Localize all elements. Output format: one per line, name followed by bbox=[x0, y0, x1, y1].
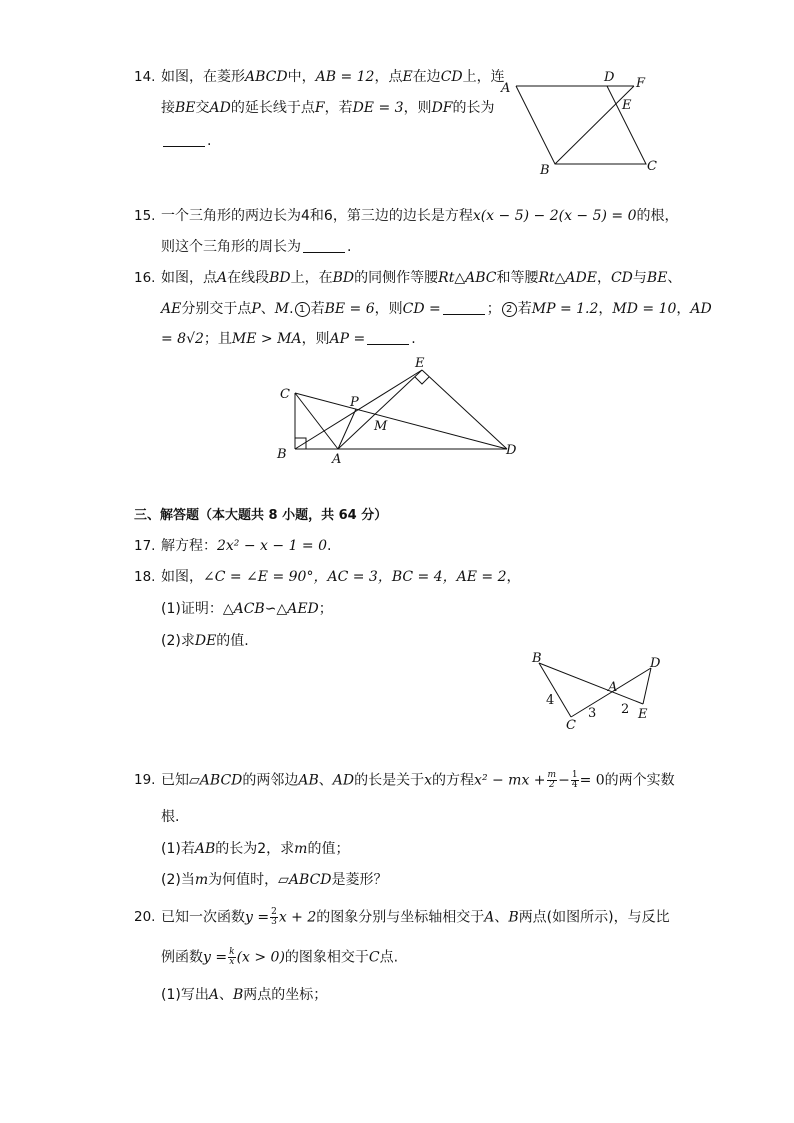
label-D: D bbox=[650, 656, 661, 671]
q18-line1: 如图，∠C = ∠E = 90°，AC = 3，BC = 4，AE = 2， bbox=[161, 569, 521, 585]
label-F: F bbox=[636, 76, 646, 91]
segment-BE bbox=[539, 663, 643, 704]
q15-number: 15. bbox=[134, 208, 156, 224]
q16-line2: AE分别交于点P、M. 1 若BE = 6，则CD = ； 2 若MP = 1.2，MD = 10，AD bbox=[161, 301, 712, 317]
label-E: E bbox=[415, 356, 425, 371]
q19-number: 19. bbox=[134, 772, 156, 788]
q19-line1: 已知▱ABCD的两邻边AB、AD的长是关于x的方程x² − mx + $\frac{m}{2}$ − $\frac{1}{4}$ = 0的两个实数 bbox=[161, 770, 675, 790]
segment-DE bbox=[643, 668, 651, 704]
q14-line1: 如图，在菱形ABCD中，AB = 12，点E在边CD上，连 bbox=[161, 69, 505, 85]
label-P: P bbox=[350, 395, 359, 410]
q16-answer-blank-1[interactable] bbox=[443, 300, 485, 315]
label-A: A bbox=[332, 452, 342, 467]
q15-line1: 一个三角形的两边长为4和6，第三边的边长是方程x(x − 5) − 2(x − 5) = 0的根， bbox=[161, 208, 679, 224]
label-A: A bbox=[501, 81, 511, 96]
q14-number: 14. bbox=[134, 69, 156, 85]
label-A: A bbox=[608, 680, 618, 695]
q19-part1: (1)若AB的长为2，求m的值； bbox=[161, 841, 350, 857]
segment-ED bbox=[422, 370, 507, 449]
label-3: 3 bbox=[588, 706, 597, 721]
q18-triangles-figure bbox=[524, 650, 669, 735]
q19-line2: 根. bbox=[161, 809, 180, 825]
q15-line2: 则这个三角形的周长为 . bbox=[161, 239, 352, 255]
q16-number: 16. bbox=[134, 270, 156, 286]
label-E: E bbox=[622, 98, 632, 113]
segment-AP bbox=[338, 409, 356, 449]
q14-rhombus-figure bbox=[496, 66, 666, 178]
q16-triangles-figure bbox=[270, 352, 530, 467]
segment-BC bbox=[539, 663, 571, 717]
label-B: B bbox=[277, 447, 287, 462]
q16-answer-blank-2[interactable] bbox=[367, 330, 409, 345]
q16-line1: 如图，点A在线段BD上，在BD的同侧作等腰Rt△ABC和等腰Rt△ADE，CD与BE、 bbox=[161, 270, 682, 286]
q17-line1: 解方程：2x² − x − 1 = 0. bbox=[161, 538, 332, 554]
segment-CA bbox=[295, 393, 338, 449]
q20-line2: 例函数y = $\frac{k}{x}$ (x > 0)的图象相交于C点. bbox=[161, 947, 399, 967]
label-B: B bbox=[532, 651, 542, 666]
section-3-heading: 三、解答题（本大题共 8 小题，共 64 分） bbox=[134, 508, 388, 523]
label-C: C bbox=[280, 387, 290, 402]
q19-part2: (2)当m为何值时，▱ABCD是菱形？ bbox=[161, 872, 388, 888]
label-4: 4 bbox=[546, 693, 555, 708]
right-angle-E bbox=[415, 377, 429, 384]
label-C: C bbox=[566, 718, 576, 733]
label-E: E bbox=[638, 707, 648, 722]
q20-number: 20. bbox=[134, 909, 156, 925]
label-M: M bbox=[374, 419, 388, 434]
q15-answer-blank[interactable] bbox=[303, 238, 345, 253]
q14-answer-blank[interactable] bbox=[163, 132, 205, 147]
label-C: C bbox=[647, 159, 657, 174]
q18-part1: (1)证明：△ACB∽△AED； bbox=[161, 601, 333, 617]
label-D: D bbox=[506, 443, 517, 458]
label-D: D bbox=[604, 70, 615, 85]
q20-part1: (1)写出A、B两点的坐标； bbox=[161, 987, 328, 1003]
q14-line2: 接BE交AD的延长线于点F，若DE = 3，则DF的长为 bbox=[161, 100, 495, 116]
segment-CD bbox=[295, 393, 507, 449]
q16-line3: = 8√2；且ME > MA，则AP = . bbox=[161, 331, 416, 347]
q14-line3: . bbox=[161, 132, 211, 150]
q18-number: 18. bbox=[134, 569, 156, 585]
q18-part2: (2)求DE的值. bbox=[161, 633, 249, 649]
q20-line1: 已知一次函数y = $\frac{2}{3}$ x + 2的图象分别与坐标轴相交于A、B两点(如图所示)，与反比 bbox=[161, 907, 670, 927]
label-2: 2 bbox=[621, 702, 630, 717]
label-B: B bbox=[540, 163, 550, 178]
q17-number: 17. bbox=[134, 538, 156, 554]
